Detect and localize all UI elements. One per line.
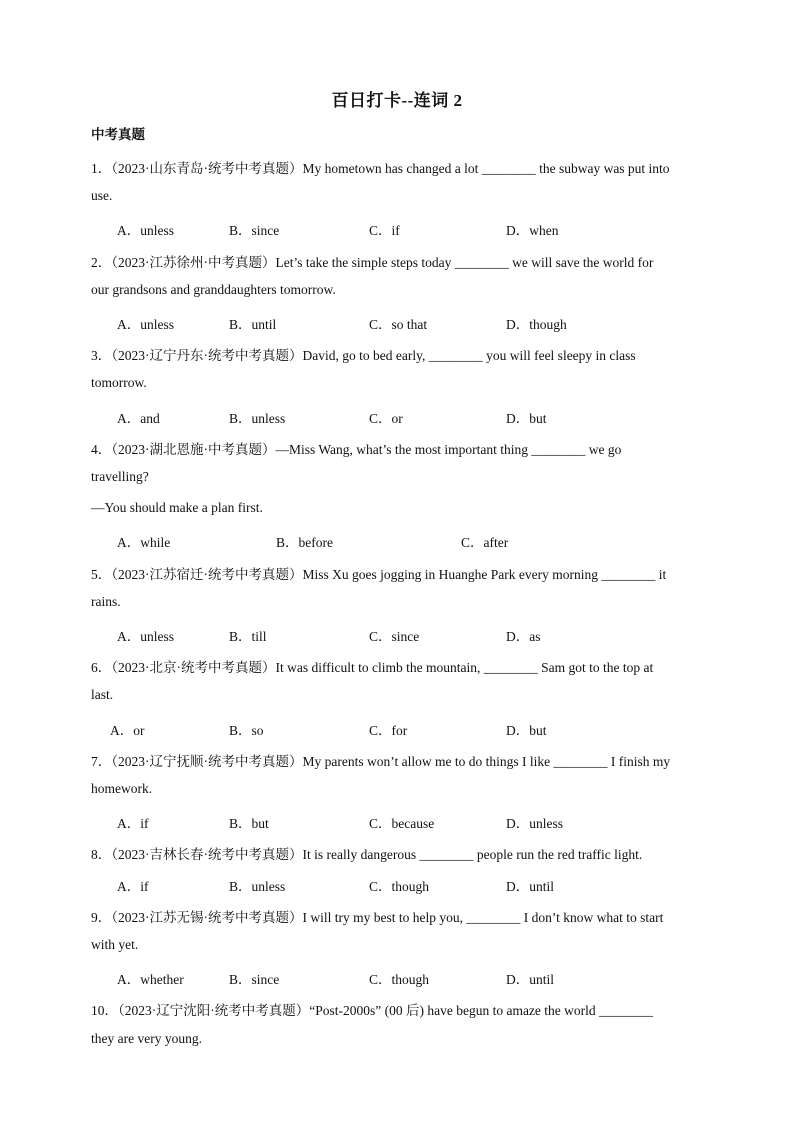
option-a[interactable]: A．if [117,816,149,831]
question-3-line-2: tomorrow. [91,375,147,390]
question-4-line-2: travelling? [91,469,149,484]
option-b[interactable]: B．so [229,723,264,738]
question-4-line-3: —You should make a plan first. [91,500,263,515]
question-1-line-2: use. [91,188,113,203]
question-4-line-1: 4．（2023·湖北恩施·中考真题）—Miss Wang, what’s the most important thing ________ we go [91,442,622,457]
option-a[interactable]: A．or [110,723,145,738]
option-d[interactable]: D．until [506,972,555,987]
option-b[interactable]: B．since [229,223,280,238]
question-10-line-1: 10．（2023·辽宁沈阳·统考中考真题）“Post-2000s” (00 后) have begun to amaze the world ________ [91,1003,654,1018]
option-c[interactable]: C．because [369,816,435,831]
question-10-line-2: they are very young. [91,1031,202,1046]
question-9-line-1: 9．（2023·江苏无锡·统考中考真题）I will try my best to help you, ________ I don’t know what to start [91,910,664,925]
question-7-line-2: homework. [91,781,153,796]
option-d[interactable]: D．unless [506,816,563,831]
option-d[interactable]: D．when [506,223,559,238]
option-a[interactable]: A．unless [117,629,174,644]
option-a[interactable]: A．and [117,411,160,426]
question-2-line-1: 2．（2023·江苏徐州·中考真题）Let’s take the simple steps today ________ we will save the world for [91,255,654,270]
question-2-line-2: our grandsons and granddaughters tomorrow. [91,282,336,297]
option-c[interactable]: C．for [369,723,408,738]
question-9-line-2: with yet. [91,937,139,952]
option-c[interactable]: C．or [369,411,403,426]
option-a[interactable]: A．if [117,879,149,894]
option-c[interactable]: C．so that [369,317,428,332]
option-c[interactable]: C．though [369,879,430,894]
option-a[interactable]: A．while [117,535,171,550]
option-b[interactable]: B．before [276,535,333,550]
option-a[interactable]: A．unless [117,317,174,332]
question-1-line-1: 1．（2023·山东青岛·统考中考真题）My hometown has changed a lot ________ the subway was put into [91,161,670,176]
option-b[interactable]: B．unless [229,411,286,426]
option-a[interactable]: A．whether [117,972,184,987]
question-6-line-2: last. [91,687,114,702]
option-b[interactable]: B．till [229,629,267,644]
option-a[interactable]: A．unless [117,223,174,238]
question-7-line-1: 7．（2023·辽宁抚顺·统考中考真题）My parents won’t allow me to do things I like ________ I finish my [91,754,671,769]
option-d[interactable]: D．as [506,629,541,644]
option-b[interactable]: B．unless [229,879,286,894]
option-b[interactable]: B．but [229,816,269,831]
option-b[interactable]: B．since [229,972,280,987]
question-5-line-1: 5．（2023·江苏宿迁·统考中考真题）Miss Xu goes jogging in Huanghe Park every morning ________ it [91,567,667,582]
option-c[interactable]: C．if [369,223,400,238]
option-d[interactable]: D．though [506,317,567,332]
question-6-line-1: 6．（2023·北京·统考中考真题）It was difficult to climb the mountain, ________ Sam got to the top at [91,660,654,675]
option-b[interactable]: B．until [229,317,277,332]
section-heading: 中考真题 [91,127,145,142]
question-3-line-1: 3．（2023·辽宁丹东·统考中考真题）David, go to bed early, ________ you will feel sleepy in class [91,348,636,363]
question-8-line-1: 8．（2023·吉林长春·统考中考真题）It is really dangerous ________ people run the red traffic light. [91,847,643,862]
option-d[interactable]: D．until [506,879,555,894]
question-5-line-2: rains. [91,594,121,609]
option-c[interactable]: C．though [369,972,430,987]
option-c[interactable]: C．after [461,535,509,550]
option-d[interactable]: D．but [506,723,547,738]
option-d[interactable]: D．but [506,411,547,426]
page-title: 百日打卡--连词 2 [331,91,463,110]
option-c[interactable]: C．since [369,629,420,644]
